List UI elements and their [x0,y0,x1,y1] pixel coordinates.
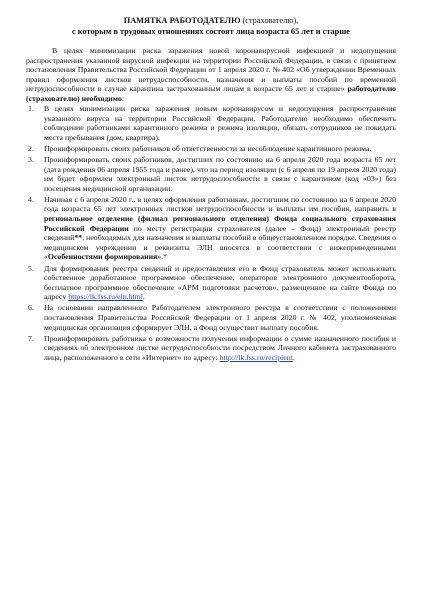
title-line-1 [26,16,396,27]
recipient-link[interactable]: http://lk.fss.ru/recipient [219,352,293,362]
item-number: 4. [28,194,34,204]
item-number: 1. [28,104,34,113]
item-text: по месту регистрации страхователя (далее – Фонд) электронный реестр сведений [44,223,397,243]
item-text: Проинформировать своих работников об ответственности за несоблюдение карантинного режима. [44,143,372,153]
instruction-list [26,104,396,362]
list-item [26,155,396,193]
list-item [26,195,396,262]
list-item [26,104,396,142]
item-number: 2. [28,143,34,153]
list-item [26,303,396,332]
item-number: 3. [28,154,34,164]
item-text: , необходимых для назначения и выплаты пособий в общеустановленном порядке. Сведения о медицинском учреждении и реквизиты ЭЛН вносятся в соответствии с нижеприведенными « [44,233,396,262]
item-number: 5. [28,263,34,273]
memo-title [26,16,396,37]
title-parenthetical: (страхователю), [240,16,299,25]
intro-text: В целях минимизации риска заражения новой коронавирусной инфекцией и недопущения распространения указанной вирусной инфекции на территории Российской Федерации, в связи с принятием постановления Правительства Российской Федерации от 1 апреля 2020 г. № 402 «Об утверждении Временных правил оформления листков нетрудоспособности, назначения и выплаты пособий по временной нетрудоспособности в случае карантина застрахованным лицам в возрасте 65 лет и старше» [26,46,396,93]
title-main: ПАМЯТКА РАБОТОДАТЕЛЮ [123,16,241,25]
item-end: . [142,292,145,302]
intro-end: : [121,93,125,103]
item-text: Проинформировать своих работников, достигших по состоянию на 6 апреля 2020 года возраста 65 лет (дата рождения 06 апреля 1955 года и ранее), что на период изоляции (с 6 апреля по 19 апреля 2020 года) им будет оформлен электронный листок нетрудоспособности в связи с карантином (код «03») без посещения медицинской организации. [44,154,396,193]
item-end: . [292,352,295,362]
item-text: Для формирования реестра сведений и предоставления его в Фонд страхователь может использовать собственное доработанное программное обеспечение, операторов электронного документооборота, бесплатное программное обеспечение «АРМ подготовки расчетов», размещенное на сайте Фонда по адресу [44,263,396,302]
item-text: На основании направленного Работодателем электронного реестра в соответствии с положениями постановления Правительства Российской Федерации от 1 апреля 2020 г. № 402, уполномоченная медицинская организация сформирует ЭЛН, а Фонд осуществит выплату пособия. [44,303,396,332]
intro-paragraph [26,46,396,103]
title-line-2: с которым в трудовых отношениях состоят лица возраста 65 лет и старше [72,26,350,36]
list-item [26,334,396,363]
footnote-marker: ** [74,233,83,243]
intro-bold-text: работодателю (страхователю) необходимо [26,84,396,103]
eln-link[interactable]: https://lk.fss.ru/eln.html [68,292,143,302]
item-bold-text: Особенностями формирования [47,252,158,262]
list-item [26,264,396,302]
item-text: В целях минимизации риска заражения новым коронавирусом и недопущения распространения указанного вируса на территории Российской Федерации, Работодателю необходимо обеспечить соблюдение работниками карантинного режима и режима изоляции, обязать сотрудников не покидать места пребывания (дом, квартира). [44,104,396,142]
item-number: 7. [28,333,34,343]
item-text: Начиная с 6 апреля 2020 г., в целях оформления работникам, достигшим по состоянию на 6 апреля 2020 года возраста 65 лет электронных листков нетрудоспособности и выплаты им пособия, направить в [44,194,396,214]
item-number: 6. [28,303,34,313]
item-text: Проинформировать работника о возможности получения информации о сумме назначенного пособия и сведениях об электронном листке нетрудоспособности посредством Личного кабинета застрахованного лица, расположенного в сети «Интернет» по адресу: [44,333,396,362]
item-text: ».* [157,252,168,262]
list-item [26,144,396,154]
item-bold-text: региональное отделение (филиал регионального отделения) Фонда социального страхования Российской Федерации [44,214,396,233]
